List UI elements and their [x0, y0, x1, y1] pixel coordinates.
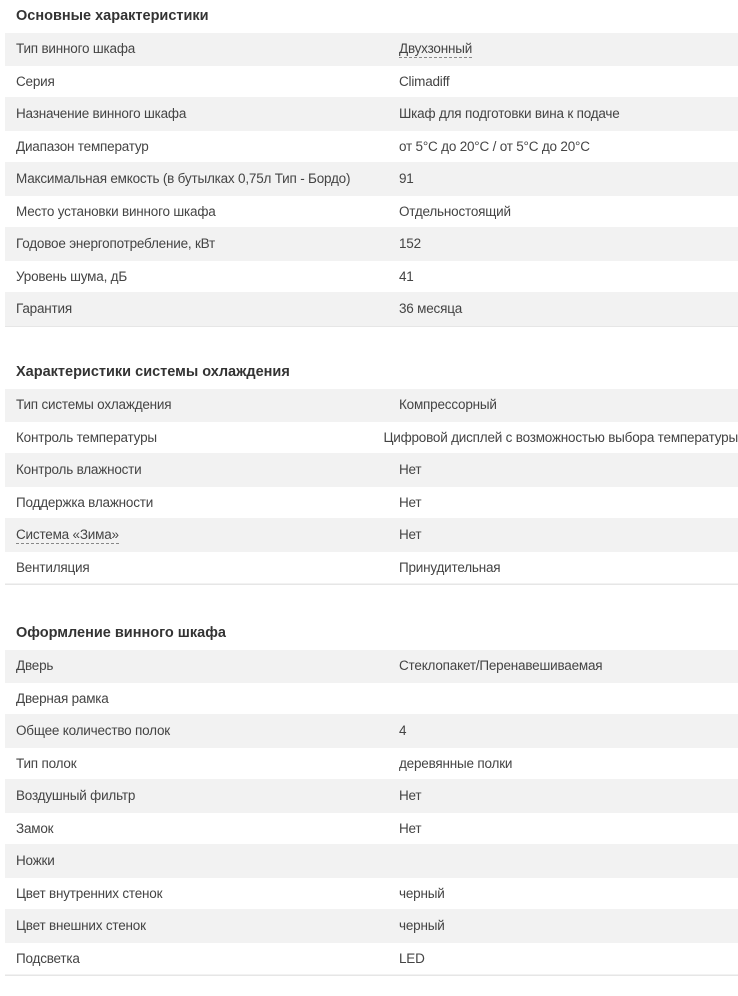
- section-title: Основные характеристики: [16, 8, 209, 24]
- spec-name: Контроль температуры: [16, 429, 157, 445]
- spec-row: [5, 98, 738, 131]
- spec-name: Подсветка: [16, 950, 80, 966]
- spec-value: 152: [399, 236, 421, 252]
- spec-value: LED: [399, 950, 425, 966]
- spec-value: 4: [399, 723, 407, 739]
- spec-name: Тип полок: [16, 755, 77, 771]
- spec-row: [5, 910, 738, 943]
- spec-name: Замок: [16, 820, 54, 836]
- spec-name: [5, 527, 399, 542]
- spec-row: [5, 163, 738, 196]
- spec-value: 36 месяца: [399, 301, 463, 317]
- spec-row: [5, 650, 738, 683]
- spec-table: [5, 389, 738, 585]
- spec-row: [5, 261, 738, 294]
- spec-row: [5, 422, 738, 455]
- spec-name-link[interactable]: Система «Зима»: [16, 527, 119, 543]
- spec-value: Цифровой дисплей с возможностью выбора температуры: [383, 429, 738, 445]
- spec-row: [5, 845, 738, 878]
- spec-row: [5, 943, 738, 976]
- spec-name: Цвет внутренних стенок: [16, 885, 163, 901]
- spec-value: Нет: [399, 527, 422, 543]
- section-cooling-system: [5, 356, 738, 585]
- spec-name: Тип винного шкафа: [16, 41, 136, 57]
- spec-table: [5, 650, 738, 976]
- spec-row: [5, 748, 738, 781]
- spec-value: черный: [399, 918, 445, 934]
- spec-value: 41: [399, 268, 414, 284]
- spec-value: Нет: [399, 788, 422, 804]
- spec-name: Воздушный фильтр: [16, 788, 136, 804]
- spec-table: [5, 33, 738, 327]
- spec-row: [5, 683, 738, 716]
- spec-value: черный: [399, 885, 445, 901]
- spec-value-link[interactable]: Двухзонный: [399, 41, 473, 57]
- spec-name: Цвет внешних стенок: [16, 918, 146, 934]
- spec-name: Вентиляция: [16, 559, 90, 575]
- spec-value: Нет: [399, 462, 422, 478]
- spec-name: Максимальная емкость (в бутылках 0,75л Тип - Бордо): [16, 171, 351, 187]
- spec-row: [5, 813, 738, 846]
- spec-name: Уровень шума, дБ: [16, 268, 128, 284]
- spec-row: [5, 487, 738, 520]
- spec-value: [399, 41, 738, 56]
- spec-value: деревянные полки: [399, 755, 513, 771]
- spec-name: Дверная рамка: [16, 690, 109, 706]
- spec-row: [5, 878, 738, 911]
- spec-row: [5, 715, 738, 748]
- section-main-specs: [5, 0, 738, 327]
- spec-value: Шкаф для подготовки вина к подаче: [399, 106, 620, 122]
- spec-name: Поддержка влажности: [16, 494, 154, 510]
- spec-name: Гарантия: [16, 301, 72, 317]
- spec-name: Дверь: [16, 658, 54, 674]
- spec-value: Компрессорный: [399, 397, 497, 413]
- spec-name: Назначение винного шкафа: [16, 106, 187, 122]
- spec-row: [5, 780, 738, 813]
- section-title: Характеристики системы охлаждения: [16, 364, 290, 380]
- spec-row: [5, 552, 738, 585]
- spec-value: Climadiff: [399, 73, 450, 89]
- section-title: Оформление винного шкафа: [16, 625, 226, 641]
- spec-name: Тип системы охлаждения: [16, 397, 172, 413]
- spec-name: Ножки: [16, 853, 55, 869]
- spec-name: Контроль влажности: [16, 462, 142, 478]
- spec-value: от 5°С до 20°С / от 5°С до 20°С: [399, 138, 590, 154]
- spec-value: Нет: [399, 494, 422, 510]
- spec-name: Общее количество полок: [16, 723, 170, 739]
- spec-row: [5, 389, 738, 422]
- spec-value: Отдельностоящий: [399, 203, 511, 219]
- section-design: [5, 617, 738, 976]
- spec-row: [5, 519, 738, 552]
- spec-name: Годовое энергопотребление, кВт: [16, 236, 216, 252]
- spec-row: [5, 196, 738, 229]
- spec-row: [5, 131, 738, 164]
- spec-row: [5, 293, 738, 326]
- spec-row: [5, 454, 738, 487]
- spec-name: Серия: [16, 73, 55, 89]
- spec-value: Стеклопакет/Перенавешиваемая: [399, 658, 603, 674]
- spec-row: [5, 66, 738, 99]
- spec-name: Место установки винного шкафа: [16, 203, 216, 219]
- spec-value: 91: [399, 171, 414, 187]
- spec-row: [5, 228, 738, 261]
- spec-value: Принудительная: [399, 559, 501, 575]
- spec-name: Диапазон температур: [16, 138, 149, 154]
- spec-value: Нет: [399, 820, 422, 836]
- spec-row: [5, 33, 738, 66]
